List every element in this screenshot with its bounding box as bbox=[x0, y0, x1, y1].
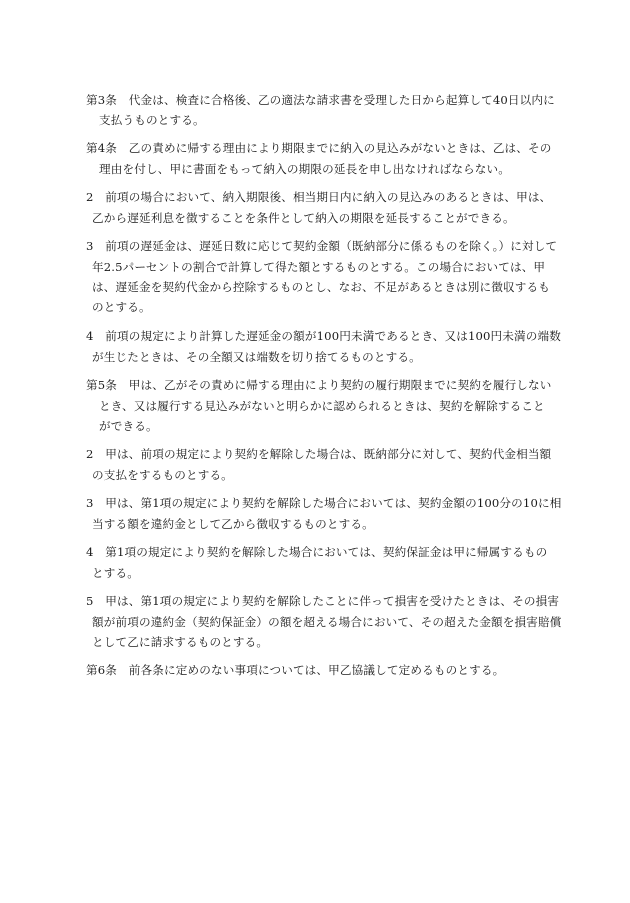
article-5-line-1: 第5条 甲は、乙がその責めに帰する理由により契約の履行期限までに契約を履行しない bbox=[86, 378, 552, 392]
article-4-para-2-line-1: 2 前項の場合において、納入期限後、相当期日内に納入の見込みのあるときは、甲は、 bbox=[86, 190, 552, 204]
article-5-para-5-line-3: として乙に請求するものとする。 bbox=[92, 635, 269, 649]
article-4-line-2: 理由を付し、甲に書面をもって納入の期限の延長を申し出なければならない。 bbox=[99, 162, 511, 176]
article-5-para-2-line-1: 2 甲は、前項の規定により契約を解除した場合は、既納部分に対して、契約代金相当額 bbox=[86, 447, 552, 461]
article-5-para-3-line-1: 3 甲は、第1項の規定により契約を解除した場合においては、契約金額の100分の10に相 bbox=[86, 496, 562, 510]
article-4-para-3-line-1: 3 前項の遅延金は、遅延日数に応じて契約金額（既納部分に係るものを除く。）に対して bbox=[86, 239, 558, 253]
article-5-line-3: ができる。 bbox=[99, 419, 158, 433]
article-4-para-4-line-2: が生じたときは、その全額又は端数を切り捨てるものとする。 bbox=[92, 350, 421, 364]
article-5-para-3-line-2: 当する額を違約金として乙から徴収するものとする。 bbox=[92, 517, 374, 531]
article-4-para-4-line-1: 4 前項の規定により計算した遅延金の額が100円未満であるとき、又は100円未満の端数 bbox=[86, 329, 561, 343]
article-5-line-2: とき、又は履行する見込みがないと明らかに認められるときは、契約を解除すること bbox=[99, 399, 545, 413]
article-4-para-2-line-2: 乙から遅延利息を徴することを条件として納入の期限を延長することができる。 bbox=[92, 211, 515, 225]
article-4-para-3-line-2: 年2.5パーセントの割合で計算して得た額とするものとする。この場合においては、甲 bbox=[92, 260, 546, 274]
article-3-line-2: 支払うものとする。 bbox=[99, 113, 205, 127]
article-5-para-5-line-2: 額が前項の違約金（契約保証金）の額を超える場合において、その超えた金額を損害賠償 bbox=[92, 615, 562, 629]
article-4-para-3-line-4: のとする。 bbox=[92, 300, 151, 314]
article-5-para-2-line-2: の支払をするものとする。 bbox=[92, 468, 233, 482]
article-4-para-3-line-3: は、遅延金を契約代金から控除するものとし、なお、不足があるときは別に徴収するも bbox=[92, 280, 551, 294]
article-5-para-4-line-2: とする。 bbox=[92, 566, 139, 580]
article-6-line-1: 第6条 前各条に定めのない事項については、甲乙協議して定めるものとする。 bbox=[86, 663, 505, 677]
article-5-para-5-line-1: 5 甲は、第1項の規定により契約を解除したことに伴って損害を受けたときは、その損害 bbox=[86, 594, 560, 608]
article-3-line-1: 第3条 代金は、検査に合格後、乙の適法な請求書を受理した日から起算して40日以内に bbox=[86, 93, 555, 107]
article-5-para-4-line-1: 4 第1項の規定により契約を解除した場合においては、契約保証金は甲に帰属するもの bbox=[86, 545, 548, 559]
article-4-line-1: 第4条 乙の責めに帰する理由により期限までに納入の見込みがないときは、乙は、その bbox=[86, 141, 552, 155]
